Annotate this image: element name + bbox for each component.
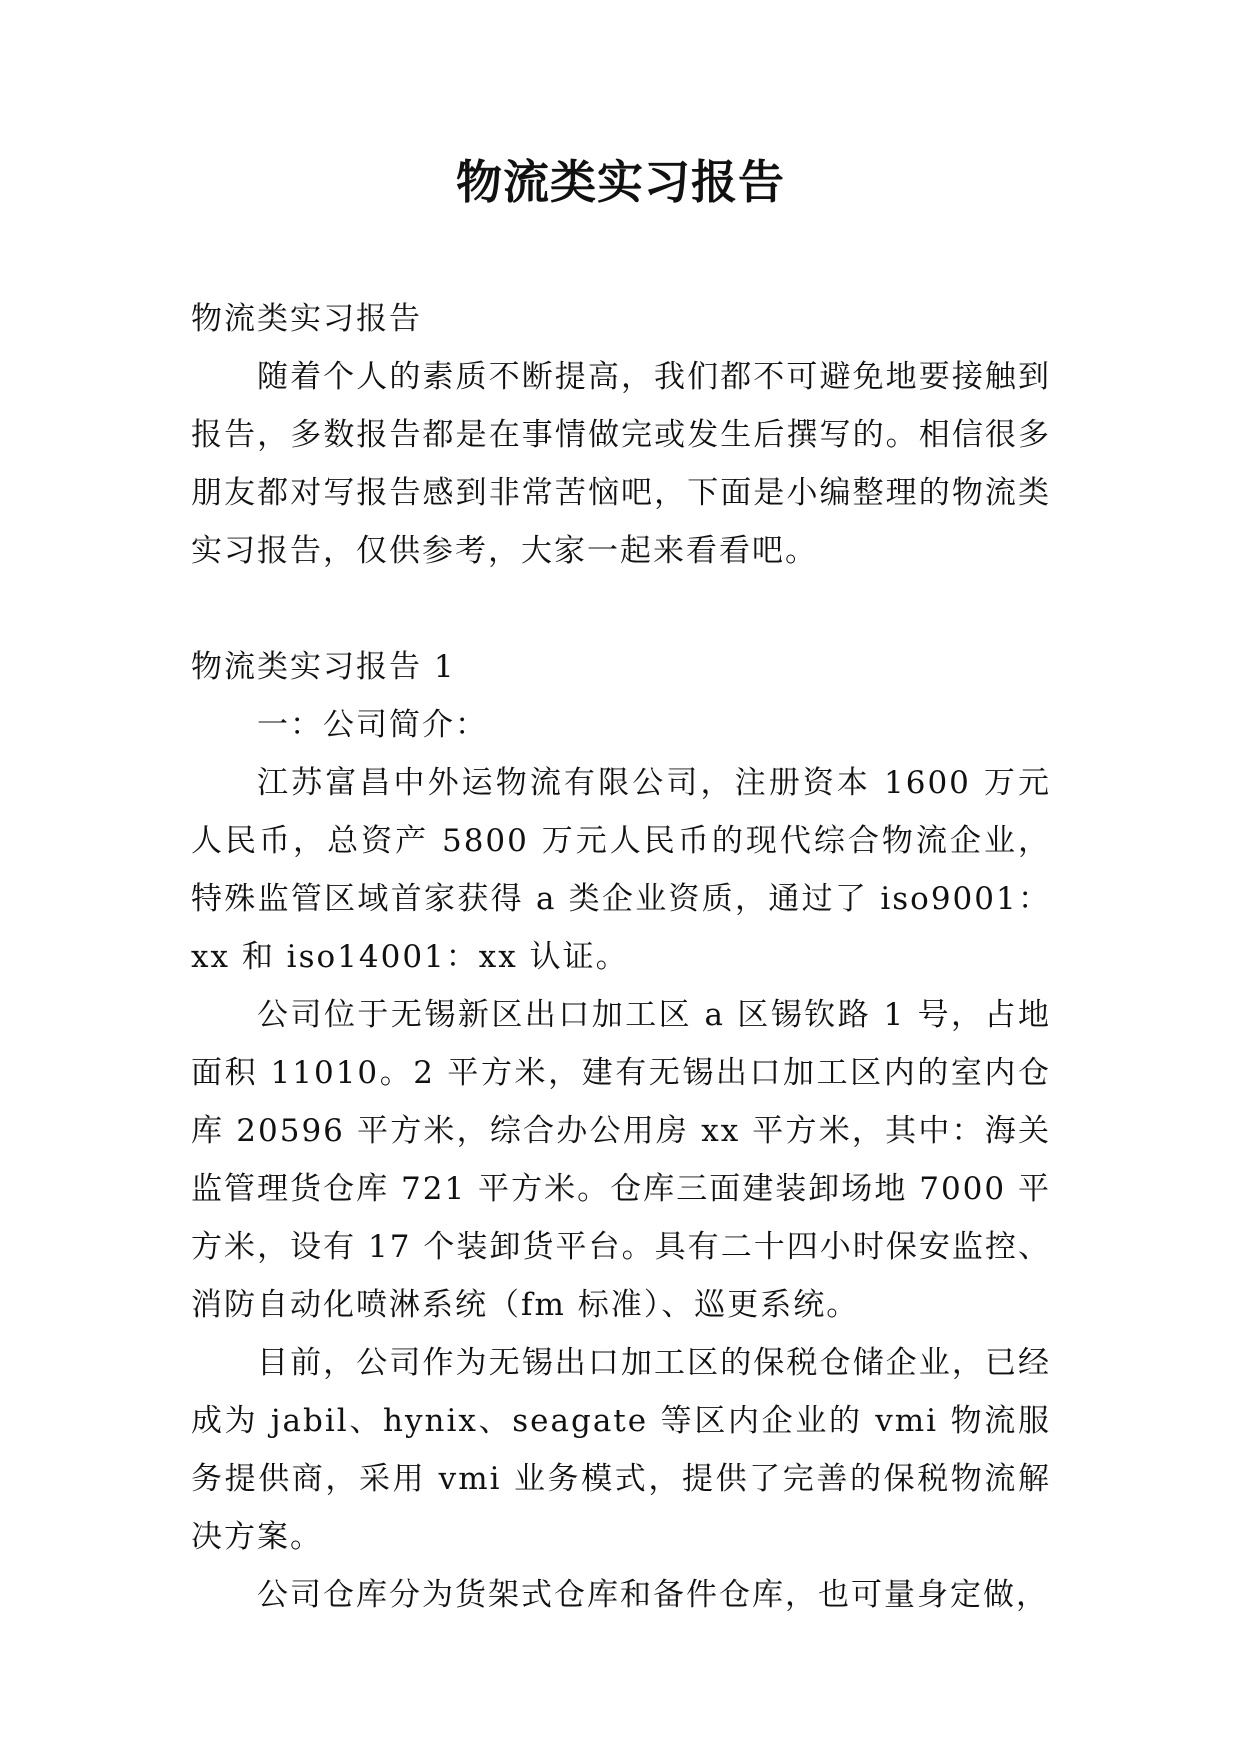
- intro-paragraph: 随着个人的素质不断提高，我们都不可避免地要接触到报告，多数报告都是在事情做完或发生后撰写的。相信很多朋友都对写报告感到非常苦恼吧，下面是小编整理的物流类实习报告，仅供参考，大家一起来看看吧。: [191, 359, 1051, 569]
- document-subtitle: 物流类实习报告: [191, 301, 422, 337]
- paragraph-company-warehouse: 公司仓库分为货架式仓库和备件仓库，也可量身定做，: [257, 1577, 1049, 1613]
- section-title: 物流类实习报告 1: [191, 649, 456, 685]
- document-body: [191, 290, 1051, 1624]
- paragraph-company-location: 公司位于无锡新区出口加工区 a 区锡钦路 1 号，占地面积 11010。2 平方米，建有无锡出口加工区内的室内仓库 20596 平方米，综合办公用房 xx 平方米，其中：海关监管理货仓库 721 平方米。仓库三面建装卸场地 7000 平方米，设有 17 个装卸货平台。具有二十四小时保安监控、消防自动化喷淋系统（fm 标准）、巡更系统。: [191, 997, 1051, 1323]
- paragraph-company-overview: 江苏富昌中外运物流有限公司，注册资本 1600 万元人民币，总资产 5800 万元人民币的现代综合物流企业，特殊监管区域首家获得 a 类企业资质，通过了 iso9001：xx 和 iso14001：xx 认证。: [191, 765, 1051, 975]
- paragraph-company-business: 目前，公司作为无锡出口加工区的保税仓储企业，已经成为 jabil、hynix、seagate 等区内企业的 vmi 物流服务提供商，采用 vmi 业务模式，提供了完善的保税物流解决方案。: [191, 1345, 1051, 1555]
- document-title: 物流类实习报告: [456, 155, 785, 209]
- company-intro-heading: 一：公司简介：: [257, 707, 488, 743]
